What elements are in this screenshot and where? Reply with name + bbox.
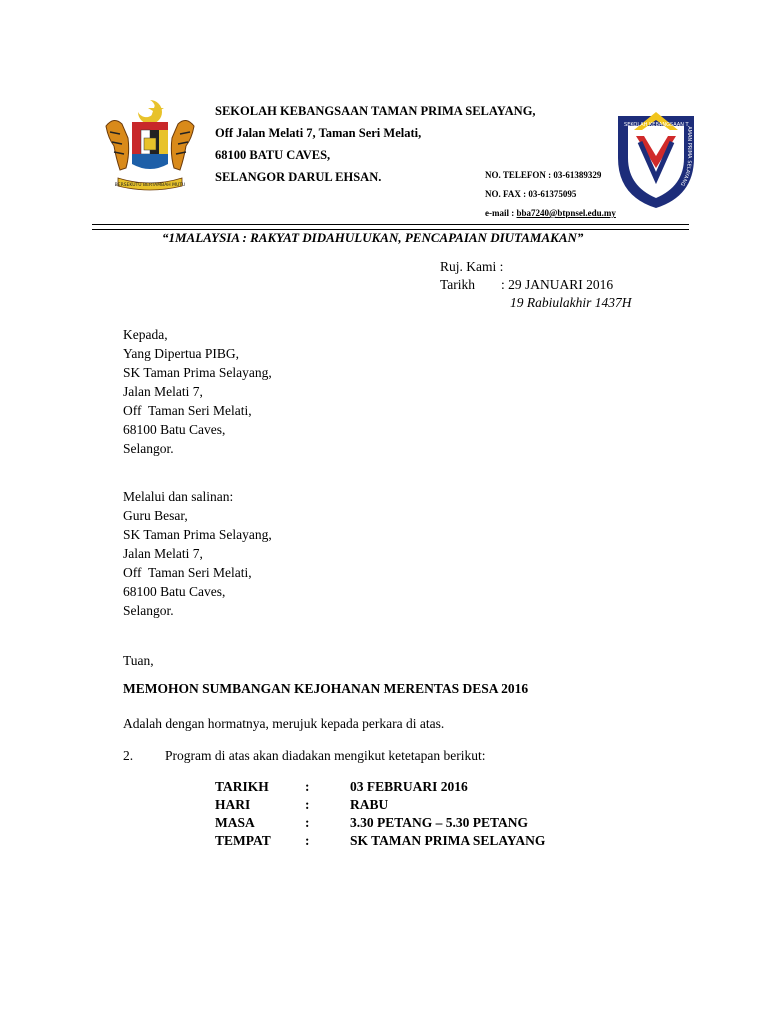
recipient-line: Selangor. bbox=[123, 441, 174, 456]
address-line-2: 68100 BATU CAVES, bbox=[215, 148, 331, 162]
recipient-line: Jalan Melati 7, bbox=[123, 384, 203, 399]
address-line-3: SELANGOR DARUL EHSAN. bbox=[215, 170, 382, 184]
program-label: TEMPAT bbox=[215, 833, 271, 848]
copy-to-block bbox=[123, 487, 272, 620]
address-line-1: Off Jalan Melati 7, Taman Seri Melati, bbox=[215, 126, 422, 140]
tarikh-value: : 29 JANUARI 2016 bbox=[501, 277, 614, 292]
recipient-line: Off Taman Seri Melati, bbox=[123, 403, 252, 418]
copy-to-line: SK Taman Prima Selayang, bbox=[123, 527, 272, 542]
reference-block bbox=[440, 257, 670, 317]
national-crest-logo bbox=[100, 98, 200, 194]
program-separator: : bbox=[305, 797, 310, 812]
program-label: TARIKH bbox=[215, 779, 269, 794]
program-label: MASA bbox=[215, 815, 255, 830]
copy-to-line: 68100 Batu Caves, bbox=[123, 584, 226, 599]
program-label: HARI bbox=[215, 797, 251, 812]
program-value: 3.30 PETANG – 5.30 PETANG bbox=[350, 815, 529, 830]
phone-number: NO. TELEFON : 03-61389329 bbox=[485, 170, 602, 180]
hijri-date: 19 Rabiulakhir 1437H bbox=[510, 295, 632, 310]
header-rule-top bbox=[92, 224, 689, 225]
copy-to-line: Guru Besar, bbox=[123, 508, 188, 523]
school-name: SEKOLAH KEBANGSAAN TAMAN PRIMA SELAYANG, bbox=[215, 104, 536, 118]
recipient-block bbox=[123, 325, 272, 458]
program-separator: : bbox=[305, 833, 310, 848]
recipient-line: Kepada, bbox=[123, 327, 168, 342]
program-value: 03 FEBRUARI 2016 bbox=[350, 779, 468, 794]
paragraph-2-number: 2. bbox=[123, 748, 134, 763]
recipient-line: Yang Dipertua PIBG, bbox=[123, 346, 240, 361]
recipient-line: SK Taman Prima Selayang, bbox=[123, 365, 272, 380]
copy-to-line: Melalui dan salinan: bbox=[123, 489, 234, 504]
ruj-kami-label: Ruj. Kami : bbox=[440, 259, 504, 274]
program-value: SK TAMAN PRIMA SELAYANG bbox=[350, 833, 546, 848]
contact-info bbox=[485, 166, 616, 223]
fax-number: NO. FAX : 03-61375095 bbox=[485, 189, 577, 199]
copy-to-line: Selangor. bbox=[123, 603, 174, 618]
salutation: Tuan, bbox=[123, 653, 154, 668]
tarikh-label: Tarikh bbox=[440, 277, 476, 292]
email-line bbox=[485, 204, 616, 223]
copy-to-line: Jalan Melati 7, bbox=[123, 546, 203, 561]
letter-subject: MEMOHON SUMBANGAN KEJOHANAN MERENTAS DESA 2016 bbox=[123, 681, 529, 696]
svg-text:BERSEKUTU BERTAMBAH MUTU: BERSEKUTU BERTAMBAH MUTU bbox=[114, 183, 186, 188]
program-separator: : bbox=[305, 779, 310, 794]
program-separator: : bbox=[305, 815, 310, 830]
email-address: bba7240@btpnsel.edu.my bbox=[516, 208, 616, 218]
paragraph-1: Adalah dengan hormatnya, merujuk kepada perkara di atas. bbox=[123, 716, 445, 731]
national-motto: “1MALAYSIA : RAKYAT DIDAHULUKAN, PENCAPAIAN DIUTAMAKAN” bbox=[162, 230, 584, 245]
recipient-line: 68100 Batu Caves, bbox=[123, 422, 226, 437]
copy-to-line: Off Taman Seri Melati, bbox=[123, 565, 252, 580]
program-value: RABU bbox=[350, 797, 389, 812]
paragraph-2: Program di atas akan diadakan mengikut ketetapan berikut: bbox=[165, 748, 486, 763]
email-label: e-mail : bbox=[485, 208, 517, 218]
svg-text:SEKOLAH KEBANGSAAN TAMAN PRIMA: SEKOLAH KEBANGSAAN TAMAN PRIMA SELAYANG bbox=[624, 122, 693, 187]
school-logo bbox=[610, 106, 702, 208]
